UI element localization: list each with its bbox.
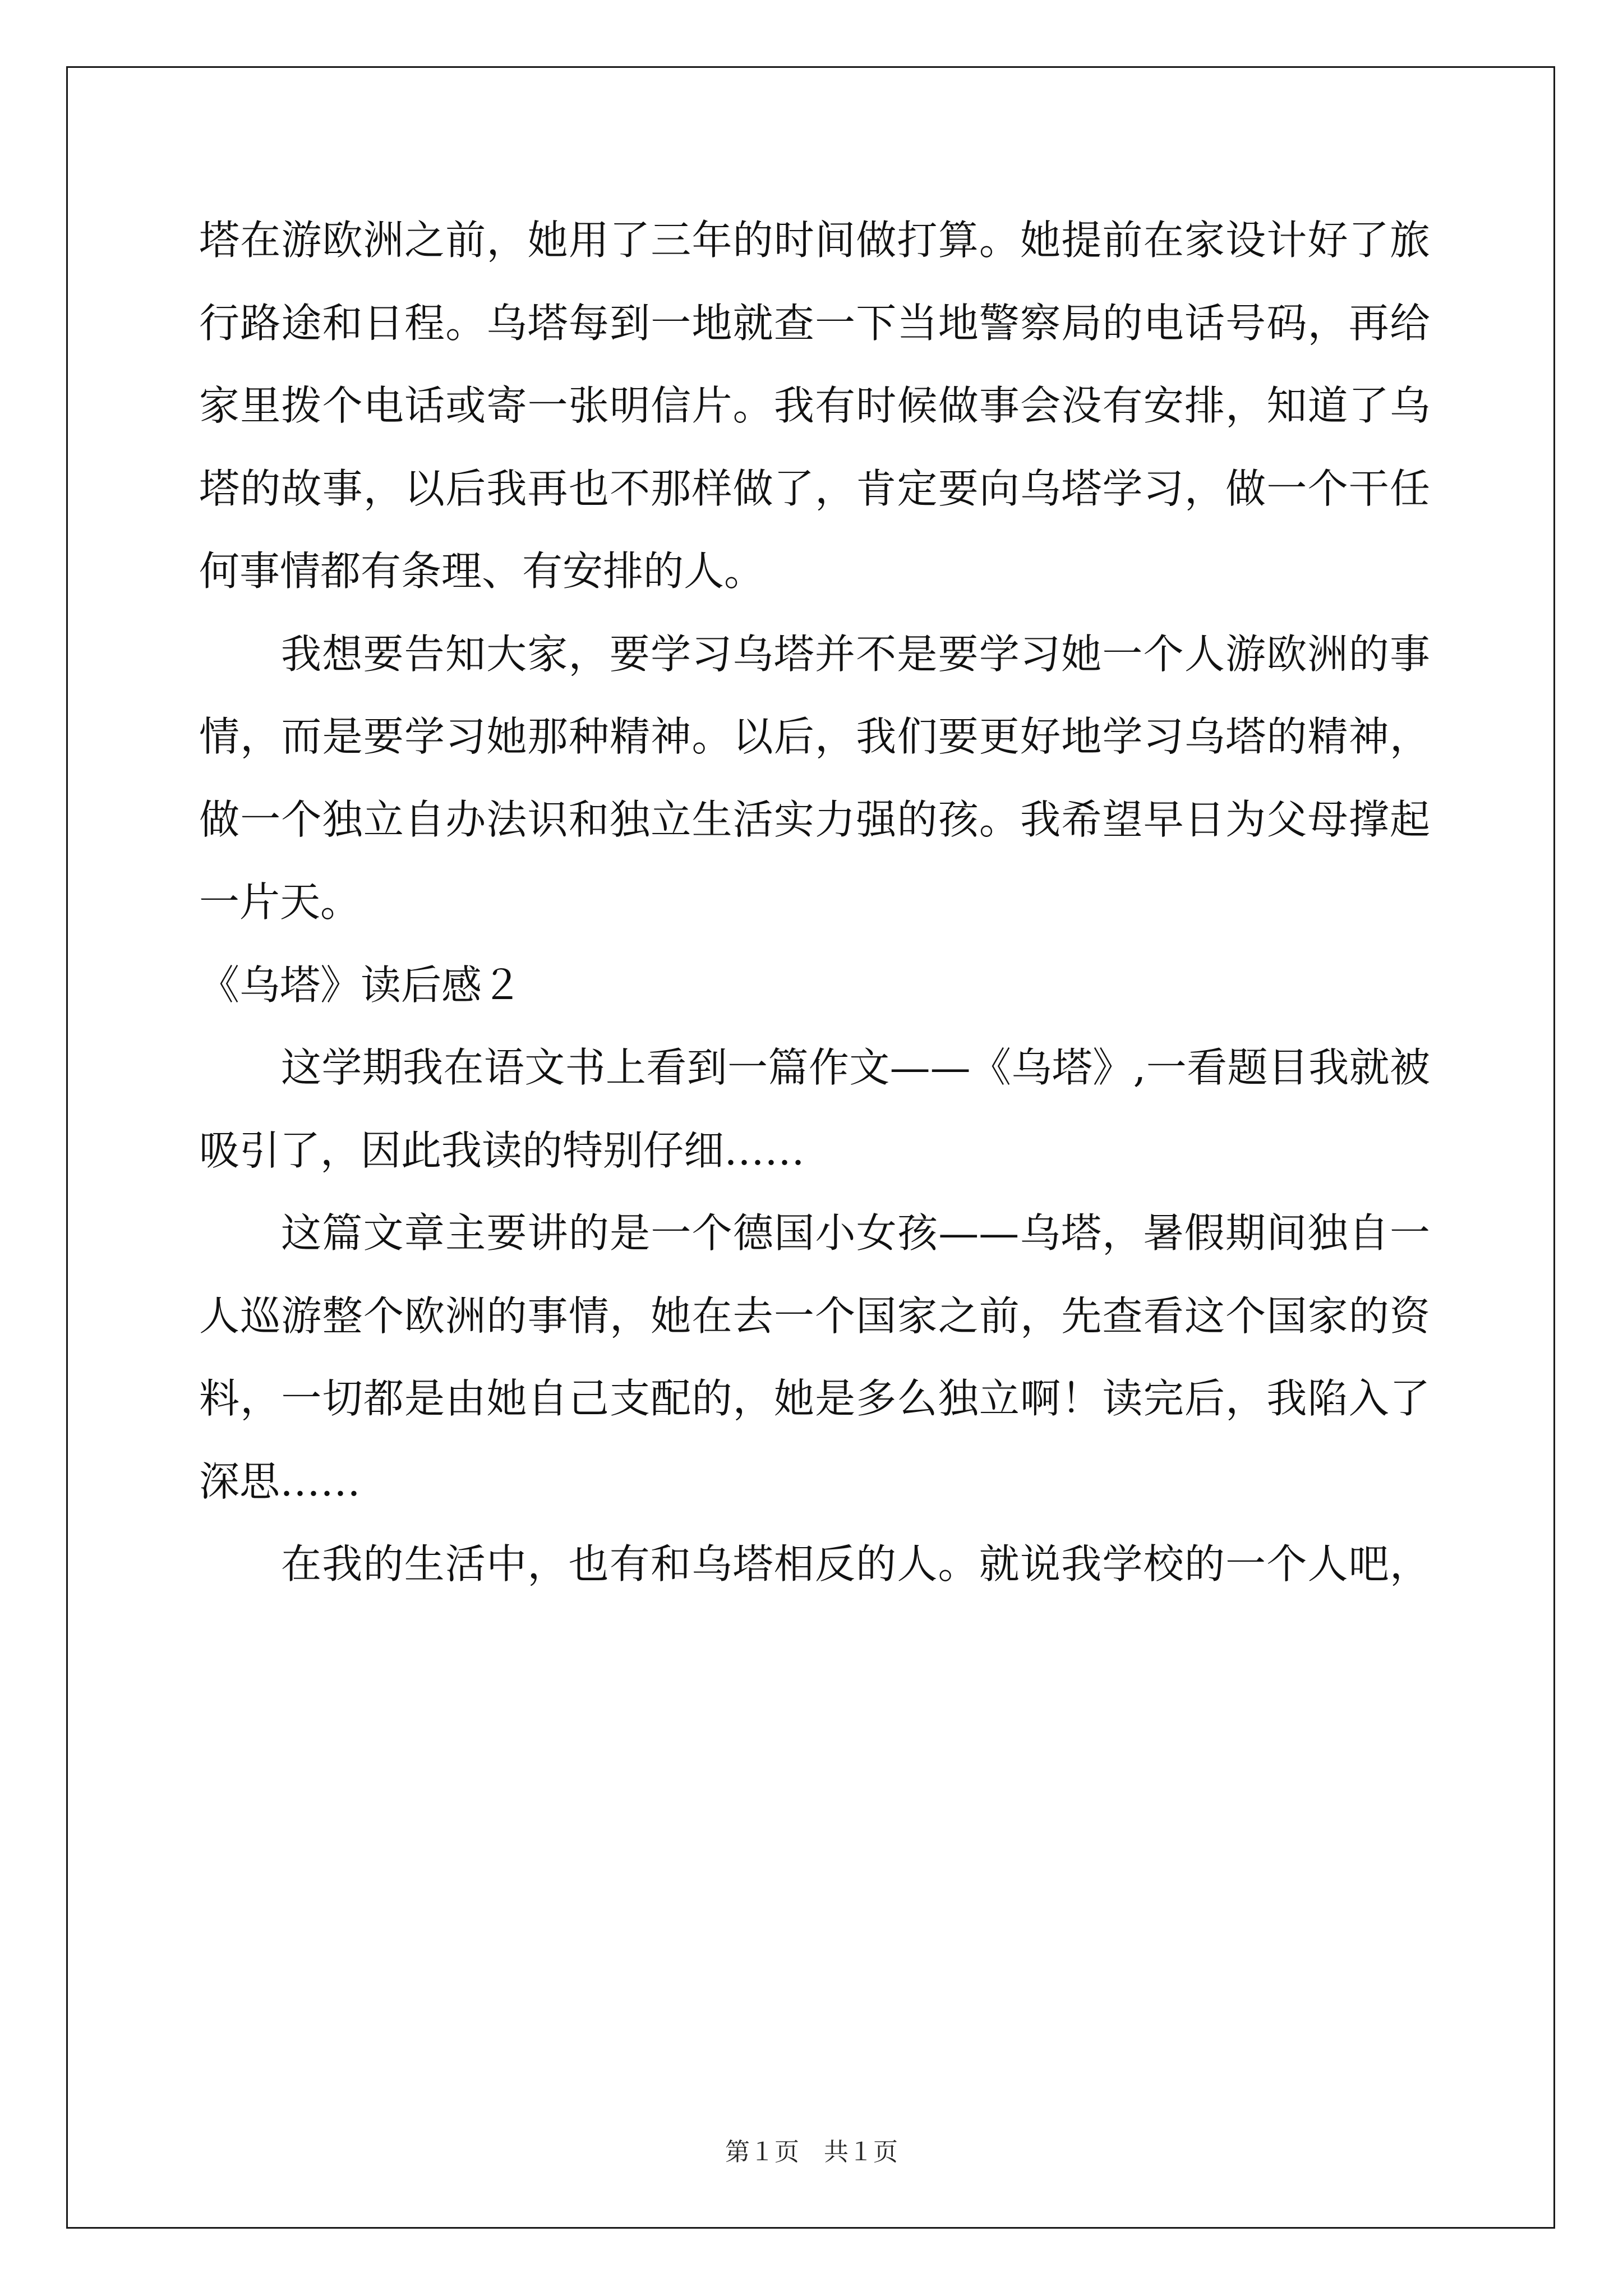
text-line: 料，一切都是由她自己支配的，她是多么独立啊！读完后，我陷入了: [199, 1375, 1430, 1422]
text-line: 家里拨个电话或寄一张明信片。我有时候做事会没有安排，知道了乌: [199, 382, 1430, 429]
text-line: 我想要告知大家，要学习乌塔并不是要学习她一个人游欧洲的事: [281, 630, 1430, 678]
section-heading: 《乌塔》读后感２: [199, 961, 523, 1009]
text-line: 这学期我在语文书上看到一篇作文——《乌塔》,一看题目我就被: [281, 1044, 1430, 1091]
text-line: 塔在游欧洲之前，她用了三年的时间做打算。她提前在家设计好了旅: [199, 217, 1430, 264]
text-line: 情，而是要学习她那种精神。以后，我们要更好地学习乌塔的精神，: [199, 713, 1430, 760]
document-body: [199, 199, 1430, 1606]
text-line: 塔的故事，以后我再也不那样做了，肯定要向乌塔学习，做一个干任: [199, 464, 1430, 512]
page-number-footer: 第１页 共１页: [725, 2138, 898, 2166]
text-line: 吸引了，因此我读的特别仔细……: [199, 1126, 805, 1174]
text-line: 在我的生活中，也有和乌塔相反的人。就说我学校的一个人吧，: [281, 1540, 1430, 1588]
text-line: 一片天。: [199, 878, 361, 926]
text-line: 人巡游整个欧洲的事情，她在去一个国家之前，先查看这个国家的资: [199, 1292, 1430, 1340]
text-line: 深思……: [199, 1457, 361, 1505]
text-line: 何事情都有条理、有安排的人。: [199, 547, 765, 595]
text-line: 做一个独立自办法识和独立生活实力强的孩。我希望早日为父母撑起: [199, 795, 1430, 843]
text-line: 行路途和日程。乌塔每到一地就查一下当地警察局的电话号码，再给: [199, 299, 1430, 347]
text-line: 这篇文章主要讲的是一个德国小女孩——乌塔，暑假期间独自一: [281, 1209, 1430, 1257]
